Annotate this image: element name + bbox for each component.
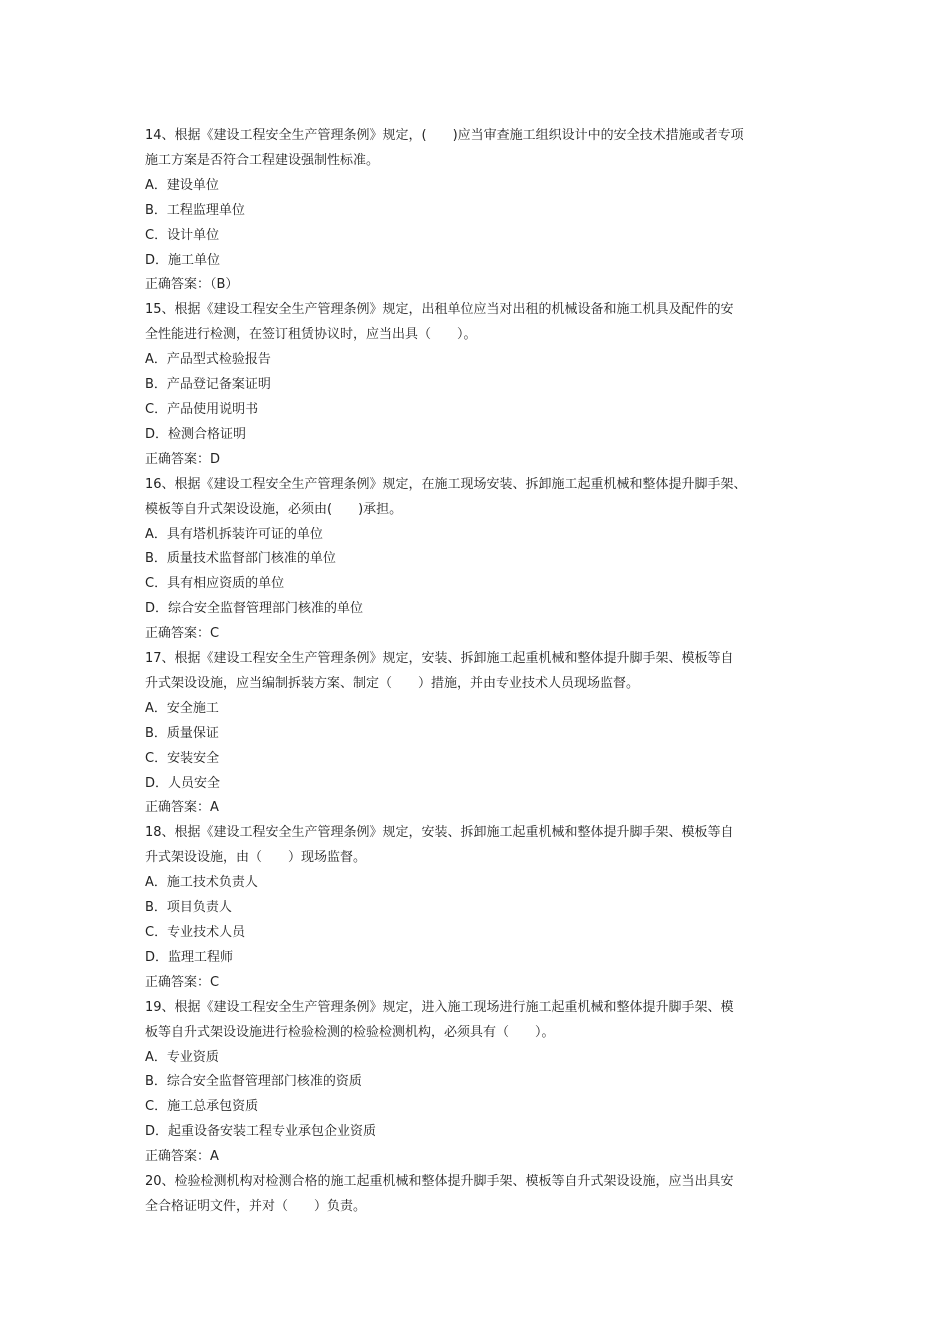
option-c: C．安装安全	[145, 750, 220, 766]
option-c: C．施工总承包资质	[145, 1099, 259, 1115]
option-c: C．专业技术人员	[145, 925, 246, 940]
option-d: D．施工单位	[145, 252, 221, 268]
question-stem-line: 16、根据《建设工程安全生产管理条例》规定，在施工现场安装、拆卸施工起重机械和整体提升脚手架、	[145, 476, 747, 492]
correct-answer: 正确答案：A	[145, 1149, 219, 1165]
option-d: D．起重设备安装工程专业承包企业资质	[145, 1124, 377, 1140]
correct-answer: 正确答案：（B）	[145, 277, 239, 293]
correct-answer: 正确答案：D	[145, 451, 221, 467]
question-15	[145, 298, 810, 472]
option-d: D．综合安全监督管理部门核准的单位	[145, 601, 364, 617]
question-19	[145, 996, 810, 1170]
option-a: A．产品型式检验报告	[145, 352, 271, 368]
option-a: A．施工技术负责人	[145, 875, 258, 891]
correct-answer: 正确答案：C	[145, 626, 220, 642]
question-stem-line: 模板等自升式架设设施，必须由( )承担。	[145, 501, 403, 517]
correct-answer: 正确答案：C	[145, 974, 220, 990]
question-16	[145, 473, 810, 647]
option-b: B．项目负责人	[145, 900, 232, 916]
question-stem-line: 18、根据《建设工程安全生产管理条例》规定，安装、拆卸施工起重机械和整体提升脚手架、模板等自	[145, 825, 734, 841]
option-d: D．检测合格证明	[145, 426, 247, 442]
question-stem-line: 升式架设设施，应当编制拆装方案、制定（ ）措施，并由专业技术人员现场监督。	[145, 675, 640, 691]
question-14	[145, 124, 810, 298]
option-d: D．人员安全	[145, 775, 221, 791]
question-stem-line: 17、根据《建设工程安全生产管理条例》规定，安装、拆卸施工起重机械和整体提升脚手架、模板等自	[145, 651, 734, 667]
option-a: A．具有塔机拆装许可证的单位	[145, 526, 323, 542]
option-d: D．监理工程师	[145, 949, 234, 965]
question-stem-line: 板等自升式架设设施进行检验检测的检验检测机构，必须具有（ ）。	[145, 1024, 555, 1040]
option-c: C．具有相应资质的单位	[145, 576, 285, 592]
option-b: B．质量技术监督部门核准的单位	[145, 551, 336, 567]
question-17	[145, 647, 810, 821]
option-a: A．安全施工	[145, 700, 219, 716]
question-stem-line: 20、检验检测机构对检测合格的施工起重机械和整体提升脚手架、模板等自升式架设设施，应当出具安	[145, 1174, 734, 1190]
option-c: C．产品使用说明书	[145, 401, 259, 417]
question-18	[145, 821, 810, 995]
question-stem-line: 14、根据《建设工程安全生产管理条例》规定，( )应当审查施工组织设计中的安全技术措施或者专项	[145, 128, 744, 143]
option-c: C．设计单位	[145, 227, 220, 243]
option-b: B．产品登记备案证明	[145, 377, 271, 393]
option-b: B．工程监理单位	[145, 202, 245, 218]
exam-document	[145, 124, 810, 1220]
option-b: B．综合安全监督管理部门核准的资质	[145, 1074, 362, 1090]
question-stem-line: 全合格证明文件，并对（ ）负责。	[145, 1198, 367, 1214]
question-stem-line: 19、根据《建设工程安全生产管理条例》规定，进入施工现场进行施工起重机械和整体提升脚手架、模	[145, 999, 734, 1015]
question-stem-line: 全性能进行检测，在签订租赁协议时，应当出具（ ）。	[145, 327, 477, 343]
question-stem-line: 15、根据《建设工程安全生产管理条例》规定，出租单位应当对出租的机械设备和施工机具及配件的安	[145, 302, 734, 318]
question-stem-line: 升式架设设施，由（ ）现场监督。	[145, 850, 367, 866]
option-b: B．质量保证	[145, 725, 219, 741]
option-a: A．专业资质	[145, 1049, 219, 1065]
correct-answer: 正确答案：A	[145, 800, 219, 816]
question-20	[145, 1170, 810, 1220]
option-a: A．建设单位	[145, 177, 219, 193]
question-stem-line: 施工方案是否符合工程建设强制性标准。	[145, 152, 380, 168]
